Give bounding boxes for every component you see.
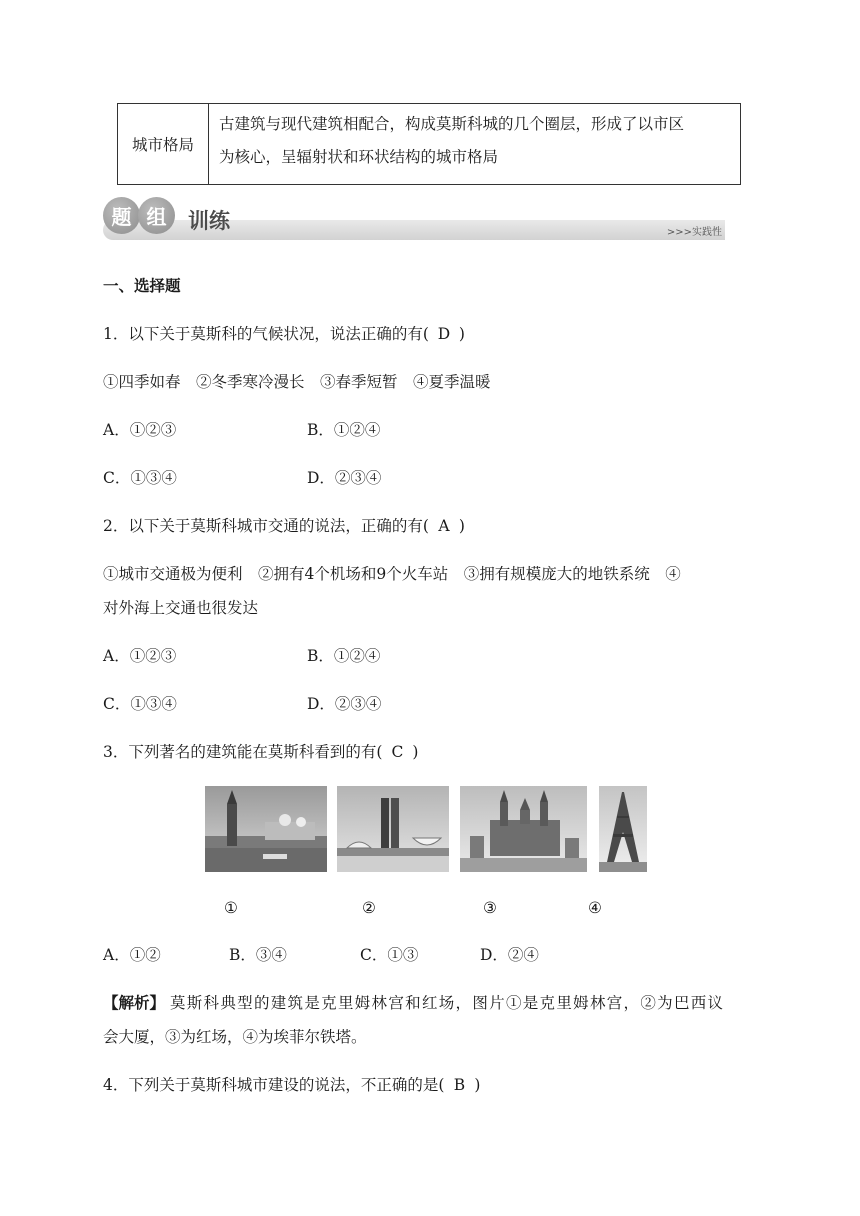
paren-close: ) [458, 517, 465, 535]
question-3-stem [103, 741, 418, 763]
banner-circle: 组 [138, 197, 175, 234]
option-c: C．①③④ [103, 695, 177, 713]
question-answer: A [438, 517, 450, 535]
paren-close: ) [458, 325, 465, 343]
eiffel-tower-photo [599, 786, 647, 872]
paren-close: ) [412, 743, 419, 761]
question-answer: D [437, 325, 451, 343]
question-4-stem [103, 1074, 480, 1096]
question-2-items-line: ①城市交通极为便利 ②拥有4个机场和9个火车站 ③拥有规模庞大的地铁系统 ④ [103, 565, 681, 583]
question-stem-text: 4．下列关于莫斯科城市建设的说法，不正确的是( [103, 1076, 445, 1094]
info-table [117, 103, 741, 185]
option-a: A．①② [103, 946, 161, 964]
paren-close: ) [474, 1076, 481, 1094]
question-answer: C [391, 743, 404, 761]
analysis-text: 莫斯科典型的建筑是克里姆林宫和红场，图片①是克里姆林宫，②为巴西议 [169, 994, 725, 1012]
question-1-stem [103, 323, 465, 345]
photo-label: ① [224, 899, 238, 917]
table-value-line: 古建筑与现代建筑相配合，构成莫斯科城的几个圈层，形成了以市区 [219, 115, 685, 133]
banner-circle: 题 [103, 197, 140, 234]
option-d: D．②③④ [307, 695, 382, 713]
table-key-cell: 城市格局 [118, 104, 209, 184]
analysis-line [103, 992, 724, 1014]
banner-tag: >>>实践性 [666, 227, 722, 238]
brazil-congress-photo [337, 786, 449, 872]
question-2-stem [103, 515, 465, 537]
option-d: D．②③④ [307, 469, 382, 487]
kremlin-photo [205, 786, 327, 872]
table-value-line: 为核心，呈辐射状和环状结构的城市格局 [219, 148, 499, 166]
option-a: A．①②③ [103, 421, 177, 439]
question-stem-text: 2．以下关于莫斯科城市交通的说法，正确的有( [103, 517, 429, 535]
table-value-cell [209, 104, 740, 184]
banner-title: 训练 [188, 209, 230, 233]
analysis-line: 会大厦，③为红场，④为埃菲尔铁塔。 [103, 1028, 367, 1046]
analysis-tag: 【解析】 [103, 993, 166, 1012]
option-b: B．①②④ [307, 421, 381, 439]
question-answer: B [453, 1076, 466, 1094]
section-heading: 一、选择题 [103, 276, 181, 295]
question-1-items: ①四季如春 ②冬季寒冷漫长 ③春季短暂 ④夏季温暖 [103, 373, 491, 391]
option-b: B．①②④ [307, 647, 381, 665]
red-square-photo [460, 786, 587, 872]
question-stem-text: 3．下列著名的建筑能在莫斯科看到的有( [103, 743, 383, 761]
photo-label: ④ [588, 899, 602, 917]
option-b: B．③④ [229, 946, 287, 964]
photo-label: ② [362, 899, 376, 917]
question-stem-text: 1．以下关于莫斯科的气候状况，说法正确的有( [103, 325, 429, 343]
option-d: D．②④ [480, 946, 539, 964]
option-c: C．①③④ [103, 469, 177, 487]
option-a: A．①②③ [103, 647, 177, 665]
option-c: C．①③ [360, 946, 419, 964]
question-2-items-line: 对外海上交通也很发达 [103, 599, 259, 617]
photo-label: ③ [483, 899, 497, 917]
